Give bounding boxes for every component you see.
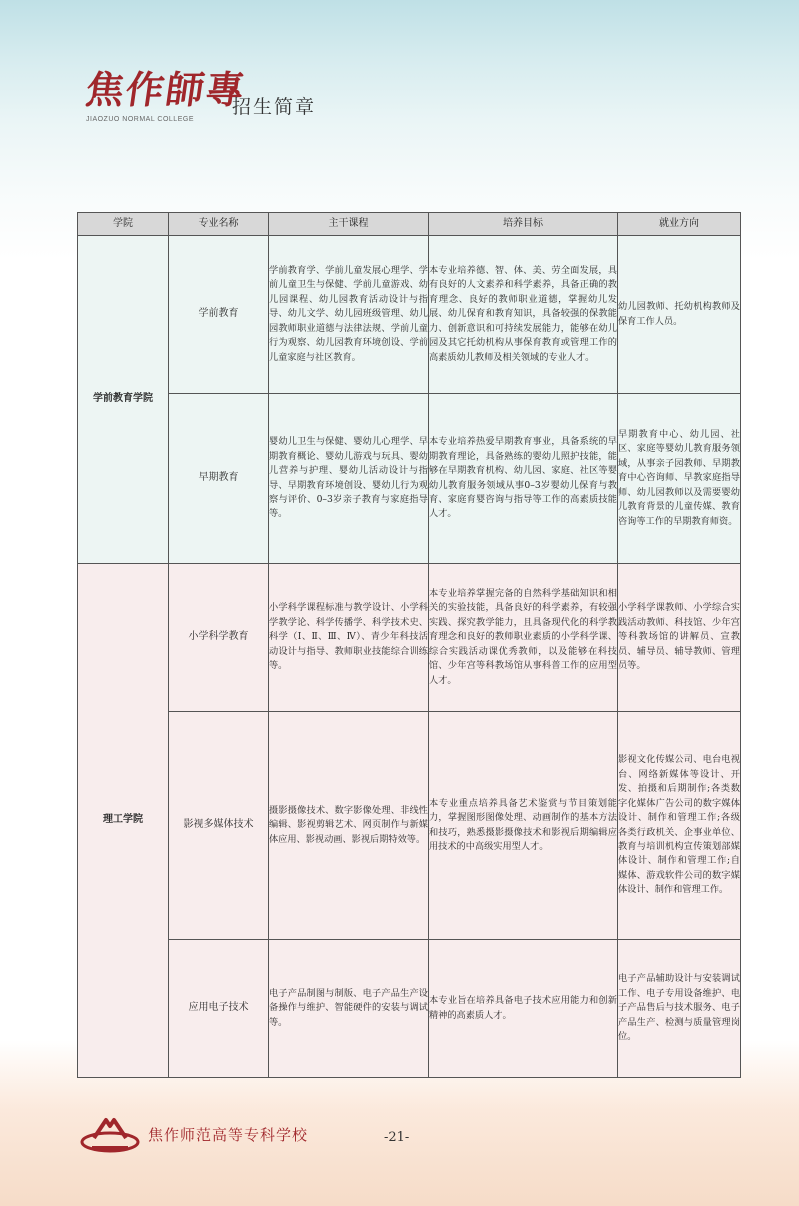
goal-cell: 本专业培养德、智、体、美、劳全面发展，具有良好的人文素养和科学素养，具备正确的教育理念、良好的教师职业道德，掌握幼儿发展、幼儿保育和教育知识，具备较强的保教能力、创新意识和可持续发展能力，能够在幼儿园及其它托幼机构从事保育教育或管理工作的高素质幼儿教师及相关领域的专业人才。 <box>429 236 618 394</box>
table-row <box>78 940 741 1078</box>
majors-table <box>77 212 741 1078</box>
jobs-cell: 早期教育中心、幼儿园、社区、家庭等婴幼儿教育服务领域，从事亲子园教师、早期教育中心咨询师、早教家庭指导师、幼儿园教师以及需要婴幼儿教育背景的儿童传媒、教育咨询等工作的早期教育师资。 <box>618 394 741 564</box>
page-number: -21- <box>384 1130 410 1145</box>
table-row <box>78 712 741 940</box>
jobs-cell: 影视文化传媒公司、电台电视台、网络新媒体等设计、开发、拍摄和后期制作;各类数字化媒体广告公司的数字媒体设计、制作和管理工作;各级各类行政机关、企事业单位、教育与培训机构宣传策划部媒体设计、制作和管理工作;自媒体、游戏软件公司的数字媒体设计、制作和管理工作。 <box>618 712 741 940</box>
major-cell: 应用电子技术 <box>169 940 269 1078</box>
goal-cell: 本专业旨在培养具备电子技术应用能力和创新精神的高素质人才。 <box>429 940 618 1078</box>
goal-cell: 本专业重点培养具备艺术鉴赏与节目策划能力，掌握图形图像处理、动画制作的基本方法和技巧，熟悉摄影摄像技术和影视后期编辑应用技术的中高级实用型人才。 <box>429 712 618 940</box>
logo-subtitle: JIAOZUO NORMAL COLLEGE <box>86 116 194 123</box>
dept-cell: 理工学院 <box>78 564 169 1078</box>
brochure-title: 招生简章 <box>232 96 317 118</box>
dept-cell: 学前教育学院 <box>78 236 169 564</box>
major-cell: 影视多媒体技术 <box>169 712 269 940</box>
goal-cell: 本专业培养热爱早期教育事业，具备系统的早期教育理论，具备熟练的婴幼儿照护技能，能够在早期教育机构、幼儿园、家庭、社区等婴幼儿教育服务领域从事0–3岁婴幼儿保育与教育、家庭育婴咨询与指导等工作的高素质技能人才。 <box>429 394 618 564</box>
school-emblem-icon <box>80 1112 140 1154</box>
college-logo <box>82 67 250 123</box>
table-row <box>78 236 741 394</box>
table-row <box>78 394 741 564</box>
header-courses: 主干课程 <box>269 213 429 236</box>
header-goal: 培养目标 <box>429 213 618 236</box>
header-dept: 学院 <box>78 213 169 236</box>
courses-cell: 学前教育学、学前儿童发展心理学、学前儿童卫生与保健、学前儿童游戏、幼儿园课程、幼儿园教育活动设计与指导、幼儿文学、幼儿园班级管理、幼儿园教师职业道德与法律法规、学前儿童行为观察、幼儿园教育环境创设、学前儿童家庭与社区教育。 <box>269 236 429 394</box>
courses-cell: 婴幼儿卫生与保健、婴幼儿心理学、早期教育概论、婴幼儿游戏与玩具、婴幼儿营养与护理、婴幼儿活动设计与指导、早期教育环境创设、婴幼儿行为观察与评价、0–3岁亲子教育与家庭指导等。 <box>269 394 429 564</box>
logo-calligraphy: 焦作師專 <box>82 67 250 112</box>
goal-cell: 本专业培养掌握完备的自然科学基础知识和相关的实验技能，具备良好的科学素养，有较强实践、探究教学能力，且具备现代化的科学教育理念和良好的教师职业素质的小学科学课、综合实践活动课优秀教师，以及能够在科技馆、少年宫等科教场馆从事科普工作的应用型人才。 <box>429 564 618 712</box>
jobs-cell: 幼儿园教师、托幼机构教师及保育工作人员。 <box>618 236 741 394</box>
courses-cell: 摄影摄像技术、数字影像处理、非线性编辑、影视剪辑艺术、网页制作与新媒体应用、影视动画、影视后期特效等。 <box>269 712 429 940</box>
footer-school-name: 焦作师范高等专科学校 <box>148 1126 309 1144</box>
major-cell: 早期教育 <box>169 394 269 564</box>
major-cell: 学前教育 <box>169 236 269 394</box>
courses-cell: 电子产品制图与制版、电子产品生产设备操作与维护、智能硬件的安装与调试等。 <box>269 940 429 1078</box>
header-jobs: 就业方向 <box>618 213 741 236</box>
table-row <box>78 564 741 712</box>
header-major: 专业名称 <box>169 213 269 236</box>
jobs-cell: 电子产品辅助设计与安装调试工作、电子专用设备维护、电子产品售后与技术服务、电子产品生产、检测与质量管理岗位。 <box>618 940 741 1078</box>
major-cell: 小学科学教育 <box>169 564 269 712</box>
table-header-row <box>78 213 741 236</box>
courses-cell: 小学科学课程标准与教学设计、小学科学教学论、科学传播学、科学技术史、科学（Ⅰ、Ⅱ、Ⅲ、Ⅳ）、青少年科技活动设计与指导、教师职业技能综合训练等。 <box>269 564 429 712</box>
jobs-cell: 小学科学课教师、小学综合实践活动教师、科技馆、少年宫等科教场馆的讲解员、宣教员、辅导员、辅导教师、管理员等。 <box>618 564 741 712</box>
